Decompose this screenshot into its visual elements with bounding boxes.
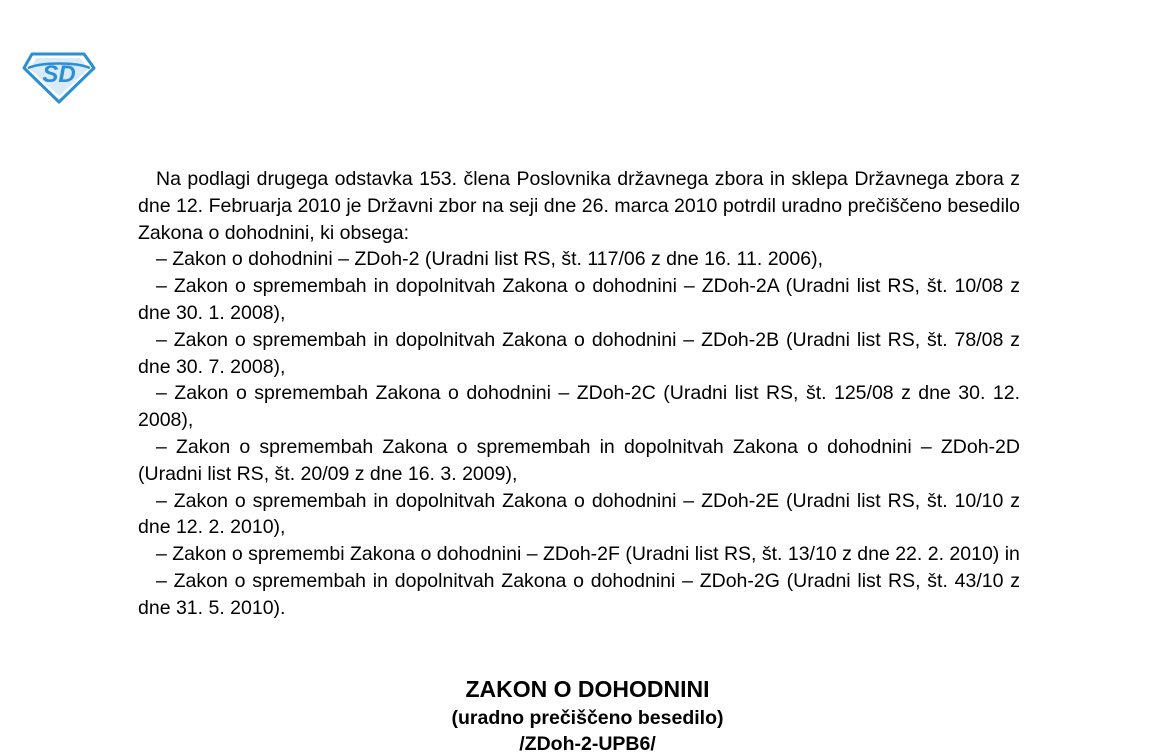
- document-body: [138, 166, 1020, 622]
- list-item: – Zakon o spremembah Zakona o spremembah in dopolnitvah Zakona o dohodnini – ZDoh-2D (Uradni list RS, št. 20/09 z dne 16. 3. 2009),: [138, 435, 1020, 485]
- list-item: – Zakon o dohodnini – ZDoh-2 (Uradni list RS, št. 117/06 z dne 16. 11. 2006),: [156, 248, 823, 271]
- law-title: ZAKON O DOHODNINI: [465, 676, 710, 702]
- list-item: – Zakon o spremembah in dopolnitvah Zakona o dohodnini – ZDoh-2B (Uradni list RS, št. 78/08 z dne 30. 7. 2008),: [138, 328, 1020, 378]
- list-item: – Zakon o spremembi Zakona o dohodnini – ZDoh-2F (Uradni list RS, št. 13/10 z dne 22. 2. 2010) in: [156, 543, 1020, 566]
- list-item: – Zakon o spremembah in dopolnitvah Zakona o dohodnini – ZDoh-2E (Uradni list RS, št. 10/10 z dne 12. 2. 2010),: [138, 489, 1020, 539]
- law-subtitle: (uradno prečiščeno besedilo): [451, 707, 724, 729]
- sd-logo: [22, 48, 96, 104]
- list-item: – Zakon o spremembah in dopolnitvah Zakona o dohodnini – ZDoh-2A (Uradni list RS, št. 10/08 z dne 30. 1. 2008),: [138, 275, 1020, 324]
- law-abbreviation: /ZDoh-2-UPB6/: [519, 733, 656, 755]
- logo-letters: SD: [42, 61, 76, 88]
- intro-paragraph: Na podlagi drugega odstavka 153. člena Poslovnika državnega zbora in sklepa Državnega zbora z dne 12. Februarja 2010 je Državni zbor na seji dne 26. marca 2010 potrdil uradno prečiščeno besedilo Zakona o dohodnini, ki obsega:: [138, 168, 1020, 244]
- list-item: – Zakon o spremembah in dopolnitvah Zakona o dohodnini – ZDoh-2G (Uradni list RS, št. 43/10 z dne 31. 5. 2010).: [138, 569, 1020, 619]
- list-item: – Zakon o spremembah Zakona o dohodnini – ZDoh-2C (Uradni list RS, št. 125/08 z dne 30. 12. 2008),: [138, 382, 1020, 432]
- sd-shield-icon: [22, 48, 96, 104]
